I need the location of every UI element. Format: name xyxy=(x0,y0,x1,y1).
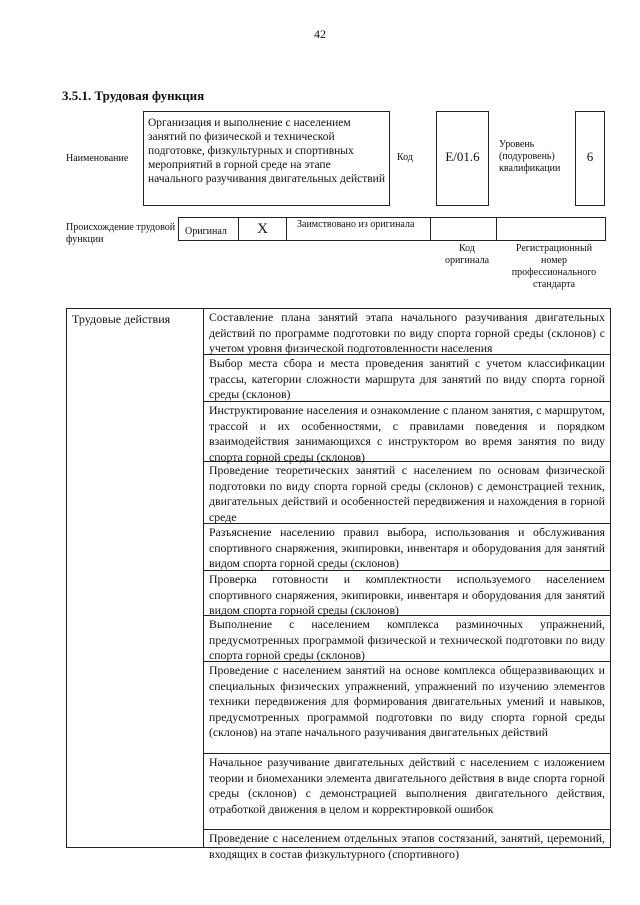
original-mark: X xyxy=(239,218,287,240)
table-row: Проверка готовности и комплектности используемого населением спортивного снаряжения, экипировки, инвентаря и оборудования для занятий видом спорта горной среды (склонов) xyxy=(204,571,610,616)
function-name-box: Организация и выполнение с населением занятий по физической и технической подготовке, физкультурных и спортивных мероприятий в горной среде на этапе начального разучивания двигательных действий xyxy=(143,111,390,206)
table-row: Проведение теоретических занятий с населением по основам физической подготовки по виду спорта горной среды (склонов) с демонстрацией техник, двигательных действий и особенностей передвижения и нахождения в горной среде xyxy=(204,462,610,524)
table-row: Выбор места сбора и места проведения занятий с учетом классификации трассы, категории сложности маршрута для занятий по виду спорта горной среды (склонов) xyxy=(204,355,610,402)
code-original-cell xyxy=(431,218,497,240)
labor-actions-list xyxy=(204,309,610,870)
table-row: Составление плана занятий этапа начального разучивания двигательных действий по программе подготовки по виду спорта горной среды (склонов) с учетом уровня физической подготовленности населения xyxy=(204,309,610,355)
labor-actions-header: Трудовые действия xyxy=(67,309,204,847)
table-row: Проведение с населением отдельных этапов состязаний, занятий, церемоний, входящих в состав физкультурного (спортивного) xyxy=(209,831,605,861)
level-value: 6 xyxy=(575,111,605,206)
code-original-caption: Код оригинала xyxy=(444,243,490,266)
table-row: Выполнение с населением комплекса разминочных упражнений, предусмотренных программой физической и технической подготовки по виду спорта горной среды (склонов) xyxy=(204,616,610,662)
reg-number-cell xyxy=(497,218,607,240)
level-label: Уровень (подуровень) квалификации xyxy=(499,139,561,174)
table-row: Проведение с населением занятий на основе комплекса общеразвивающих и специальных физических упражнений, упражнений по изучению элементов техники передвижения для формирования двигательных умений и навыков, предусмотренных программой подготовки по виду спорта горной среды (склонов) на этапе начального разучивания двигательных действий xyxy=(204,662,610,754)
original-label: Оригинал xyxy=(179,218,239,240)
section-title: 3.5.1. Трудовая функция xyxy=(62,88,205,103)
code-label: Код xyxy=(397,152,413,163)
borrowed-label: Заимствовано из оригинала xyxy=(287,218,431,240)
table-row: Разъяснение населению правил выбора, использования и обслуживания спортивного снаряжения, экипировки, инвентаря и оборудования для занятий видом спорта горной среды (склонов) xyxy=(204,524,610,571)
code-value: E/01.6 xyxy=(436,111,489,206)
reg-number-caption: Регистрационный номер профессионального стандарта xyxy=(511,243,597,290)
origin-label: Происхождение трудовой функции xyxy=(66,222,176,245)
table-row: Начальное разучивание двигательных действий с населением с изложением теории и биомеханики элемента двигательного действия в виде спорта горной среды (склонов) с демонстрацией выполнения двигательного действия, отработкой движения в целом и корректировкой ошибок xyxy=(204,754,610,830)
origin-row xyxy=(178,217,606,241)
name-label: Наименование xyxy=(66,153,129,164)
table-row: Инструктирование населения и ознакомление с планом занятия, с маршрутом, трассой и их особенностями, с правилами поведения и порядком взаимодействия занимающихся с инструктором во время занятия по виду спорта горной среды (склонов) xyxy=(204,402,610,462)
page-number: 42 xyxy=(314,27,326,41)
labor-actions-table xyxy=(66,308,611,861)
